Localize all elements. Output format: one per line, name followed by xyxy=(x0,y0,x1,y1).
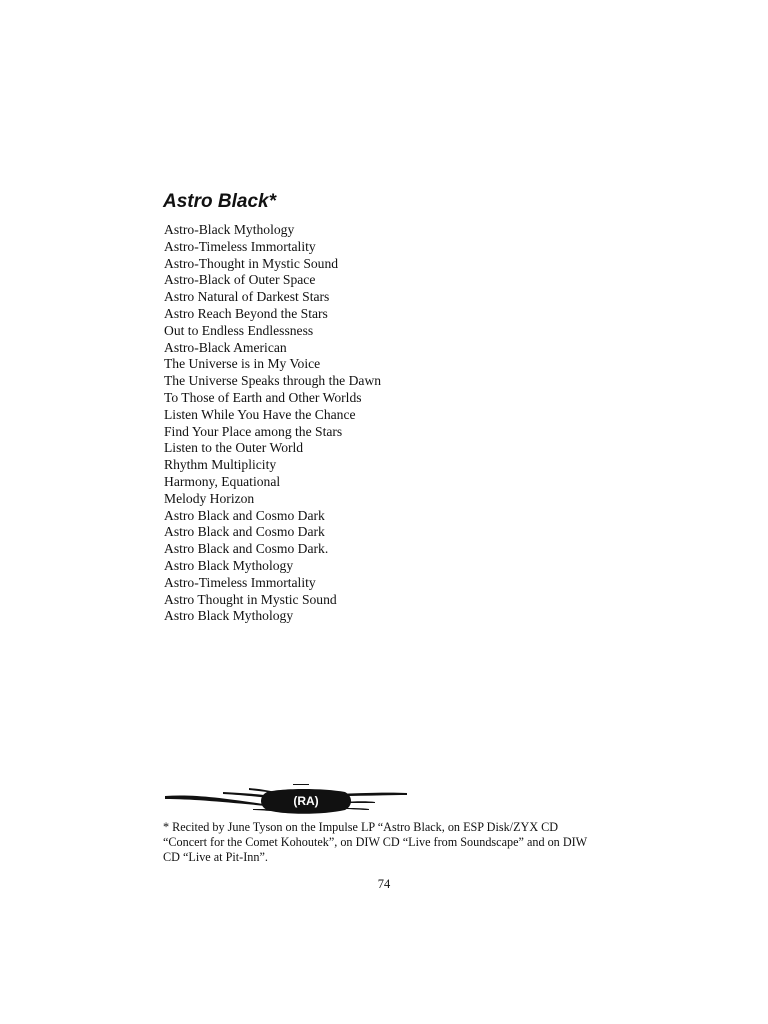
poem-title: Astro Black* xyxy=(163,191,276,212)
ornament-text: (RA) xyxy=(293,794,319,808)
poem-line: Astro Thought in Mystic Sound xyxy=(164,591,337,607)
poem-line: Out to Endless Endlessness xyxy=(164,322,314,338)
poem-line: Astro Reach Beyond the Stars xyxy=(164,305,328,321)
poem-line: Astro-Black Mythology xyxy=(164,222,295,237)
footnote xyxy=(163,820,603,865)
poem-line: Melody Horizon xyxy=(164,490,255,506)
footnote-line: CD “Live at Pit-Inn”. xyxy=(163,850,268,864)
poem-line: Astro Black and Cosmo Dark xyxy=(164,524,325,540)
poem-line: Harmony, Equational xyxy=(164,473,281,489)
footnote-line: “Concert for the Comet Kohoutek”, on DIW CD “Live from Soundscape” and on DIW xyxy=(163,835,588,849)
poem-line: Astro Natural of Darkest Stars xyxy=(164,289,330,305)
poem-line: Rhythm Multiplicity xyxy=(164,457,277,473)
poem-line: The Universe is in My Voice xyxy=(164,356,321,372)
poem-line: Astro Black Mythology xyxy=(164,608,294,624)
poem-line: To Those of Earth and Other Worlds xyxy=(164,389,362,405)
poem-line: Astro-Timeless Immortality xyxy=(164,574,316,590)
poem-line: Astro-Black American xyxy=(164,339,287,355)
poem-line: Find Your Place among the Stars xyxy=(164,423,343,439)
poem-line: Astro-Thought in Mystic Sound xyxy=(164,255,339,271)
poem-line: Astro-Timeless Immortality xyxy=(164,238,316,254)
page-number: 74 xyxy=(377,877,391,891)
poem-line: Astro Black Mythology xyxy=(164,557,294,573)
poem-line: Astro-Black of Outer Space xyxy=(164,272,316,288)
ra-brush-ornament-icon xyxy=(163,782,409,818)
poem-line: Astro Black and Cosmo Dark xyxy=(164,507,325,523)
poem-line: Astro Black and Cosmo Dark. xyxy=(164,541,329,557)
poem-line: The Universe Speaks through the Dawn xyxy=(164,373,382,389)
poem-body xyxy=(164,222,381,625)
poem-line: Listen While You Have the Chance xyxy=(164,406,356,422)
footnote-line: * Recited by June Tyson on the Impulse LP “Astro Black, on ESP Disk/ZYX CD xyxy=(163,820,559,834)
poem-line: Listen to the Outer World xyxy=(164,440,304,456)
